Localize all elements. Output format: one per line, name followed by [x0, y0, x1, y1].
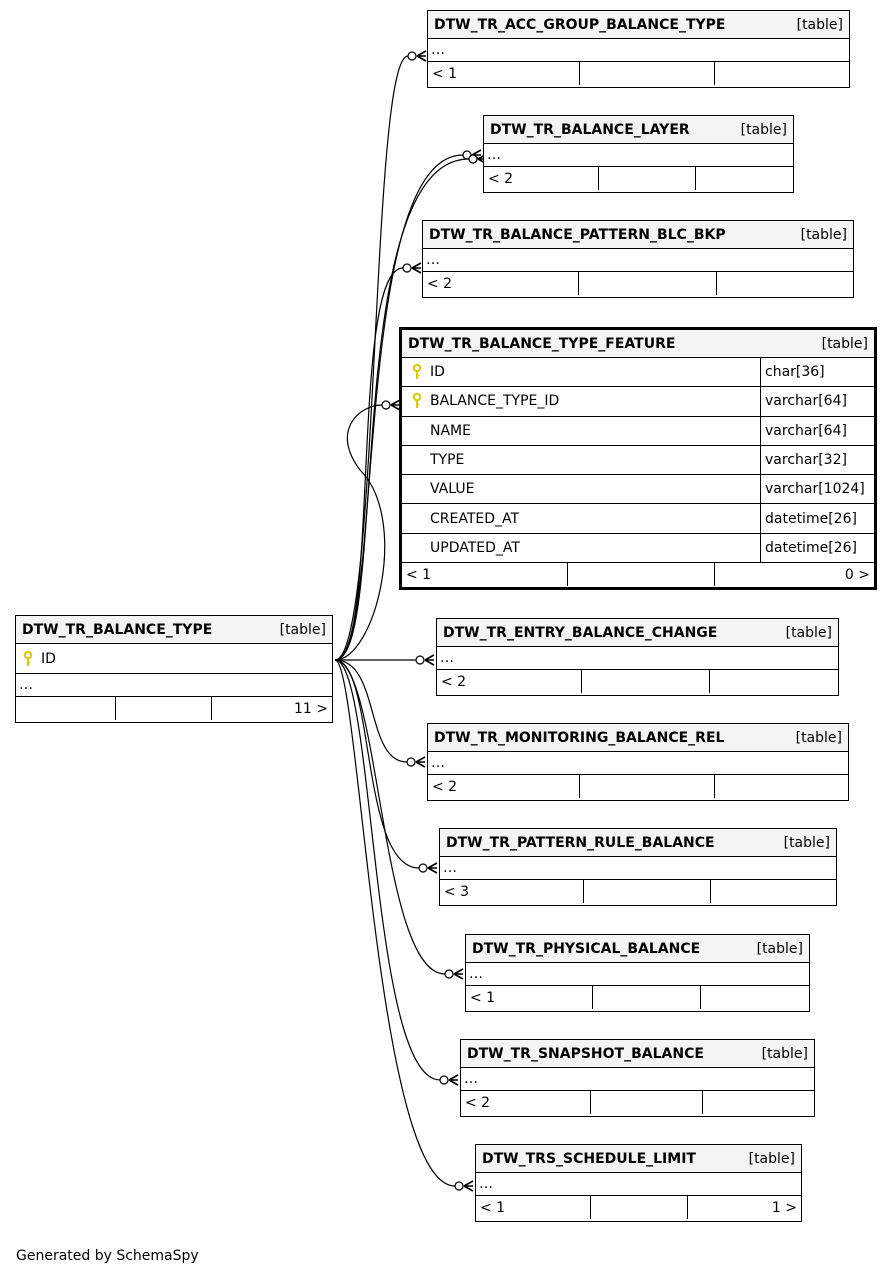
column-type: varchar[32] — [765, 452, 847, 469]
column-type: char[36] — [765, 364, 825, 381]
table-header — [476, 1145, 801, 1173]
column-row[interactable] — [402, 417, 874, 446]
relationship-edge — [335, 268, 403, 660]
children-count — [715, 62, 849, 85]
parents-count: < 2 — [437, 670, 582, 693]
children-count — [717, 272, 853, 295]
children-count — [711, 880, 836, 903]
table-header — [402, 330, 874, 358]
column-name: NAME — [430, 422, 471, 439]
table-type-label: [table] — [761, 1045, 808, 1062]
many-cardinality-marker — [464, 1181, 473, 1191]
column-row[interactable] — [402, 446, 874, 475]
children-count — [703, 1091, 814, 1114]
column-row[interactable] — [402, 504, 874, 533]
footer-blank — [16, 697, 116, 720]
table-type-label: [table] — [795, 729, 842, 746]
table-footer — [466, 986, 809, 1009]
footer-blank — [580, 775, 715, 798]
zero-cardinality-marker — [382, 401, 390, 409]
table-name: DTW_TR_BALANCE_TYPE_FEATURE — [408, 335, 676, 352]
column-name: VALUE — [430, 481, 475, 498]
columns-ellipsis: … — [484, 144, 793, 167]
many-cardinality-marker — [416, 757, 425, 767]
many-cardinality-marker — [412, 263, 421, 273]
zero-cardinality-marker — [469, 155, 477, 163]
column-name: CREATED_AT — [430, 510, 520, 527]
zero-cardinality-marker — [445, 970, 453, 978]
zero-cardinality-marker — [416, 656, 424, 664]
table-name: DTW_TR_MONITORING_BALANCE_REL — [434, 729, 725, 746]
relationship-edge — [335, 660, 445, 974]
column-type: varchar[1024] — [765, 481, 865, 498]
columns-ellipsis: … — [476, 1173, 801, 1196]
column-name-cell — [402, 446, 761, 474]
zero-cardinality-marker — [407, 758, 415, 766]
many-cardinality-marker — [417, 51, 426, 61]
column-type: varchar[64] — [765, 393, 847, 410]
column-name-cell — [402, 504, 761, 532]
table-footer — [16, 697, 332, 720]
table-balance-pattern-blc-bkp[interactable] — [422, 220, 854, 298]
parents-count: < 1 — [402, 563, 568, 586]
key-icon — [408, 392, 426, 410]
table-balance-type-feature[interactable] — [399, 327, 877, 590]
table-header — [466, 935, 809, 963]
column-name-cell — [402, 475, 761, 503]
table-balance-type[interactable] — [15, 615, 333, 723]
footer-blank — [582, 670, 710, 693]
table-header — [423, 221, 853, 249]
table-footer — [440, 880, 836, 903]
generator-credit: Generated by SchemaSpy — [16, 1248, 199, 1264]
zero-cardinality-marker — [455, 1182, 463, 1190]
column-name-cell — [402, 417, 761, 445]
table-snapshot-balance[interactable] — [460, 1039, 815, 1117]
table-header — [428, 724, 848, 752]
footer-blank — [584, 880, 711, 903]
footer-blank — [116, 697, 212, 720]
table-header — [437, 619, 838, 647]
columns-ellipsis: … — [466, 963, 809, 986]
many-cardinality-marker — [449, 1075, 458, 1085]
table-physical-balance[interactable] — [465, 934, 810, 1012]
table-type-label: [table] — [756, 940, 803, 957]
table-type-label: [table] — [796, 16, 843, 33]
table-type-label: [table] — [800, 226, 847, 243]
table-header — [484, 116, 793, 144]
table-type-label: [table] — [740, 121, 787, 138]
columns-ellipsis: … — [461, 1068, 814, 1091]
relationship-edge — [335, 405, 385, 660]
footer-blank — [580, 62, 715, 85]
children-count: 0 > — [844, 566, 870, 583]
table-header — [440, 829, 836, 857]
zero-cardinality-marker — [419, 864, 427, 872]
table-name: DTW_TR_SNAPSHOT_BALANCE — [467, 1045, 704, 1062]
column-name-cell — [402, 534, 761, 562]
columns-ellipsis: … — [16, 674, 332, 697]
footer-blank — [591, 1091, 703, 1114]
footer-blank — [568, 563, 715, 586]
children-count — [701, 986, 809, 1009]
column-name: BALANCE_TYPE_ID — [430, 393, 560, 410]
parents-count: < 1 — [428, 62, 580, 85]
table-type-label: [table] — [748, 1150, 795, 1167]
key-icon — [19, 650, 37, 668]
table-footer — [428, 62, 849, 85]
column-row[interactable] — [402, 475, 874, 504]
parents-count: < 2 — [428, 775, 580, 798]
table-acc-group-balance-type[interactable] — [427, 10, 850, 88]
table-type-label: [table] — [821, 335, 868, 352]
children-count — [696, 167, 793, 190]
column-name: ID — [41, 650, 56, 667]
table-header — [428, 11, 849, 39]
column-name-cell — [402, 358, 761, 386]
table-entry-balance-change[interactable] — [436, 618, 839, 696]
key-icon — [408, 363, 426, 381]
footer-blank — [579, 272, 717, 295]
table-trs-schedule-limit[interactable] — [475, 1144, 802, 1222]
relationship-edge — [335, 660, 419, 868]
footer-blank — [599, 167, 696, 190]
column-name: ID — [430, 364, 445, 381]
children-count — [715, 775, 848, 798]
table-name: DTW_TR_ENTRY_BALANCE_CHANGE — [443, 624, 718, 641]
table-name: DTW_TRS_SCHEDULE_LIMIT — [482, 1150, 696, 1167]
table-pattern-rule-balance[interactable] — [439, 828, 837, 906]
table-footer — [402, 563, 874, 586]
column-type: datetime[26] — [765, 539, 857, 556]
zero-cardinality-marker — [403, 264, 411, 272]
many-cardinality-marker — [428, 863, 437, 873]
table-name: DTW_TR_BALANCE_PATTERN_BLC_BKP — [429, 226, 726, 243]
table-name: DTW_TR_BALANCE_TYPE — [22, 621, 213, 638]
column-row[interactable] — [402, 534, 874, 563]
columns-ellipsis: … — [428, 752, 848, 775]
table-header — [461, 1040, 814, 1068]
relationship-edge — [335, 660, 407, 762]
columns-ellipsis: … — [423, 249, 853, 272]
table-monitoring-balance-rel[interactable] — [427, 723, 849, 801]
parents-count: < 2 — [484, 167, 599, 190]
columns-ellipsis: … — [440, 857, 836, 880]
columns-ellipsis: … — [428, 39, 849, 62]
many-cardinality-marker — [454, 969, 463, 979]
table-footer — [428, 775, 848, 798]
column-name: UPDATED_AT — [430, 539, 520, 556]
table-name: DTW_TR_BALANCE_LAYER — [490, 121, 690, 138]
zero-cardinality-marker — [408, 52, 416, 60]
many-cardinality-marker — [425, 655, 434, 665]
parents-count: < 2 — [461, 1091, 591, 1114]
table-type-label: [table] — [279, 621, 326, 638]
column-row[interactable] — [402, 387, 874, 416]
table-footer — [423, 272, 853, 295]
table-name: DTW_TR_ACC_GROUP_BALANCE_TYPE — [434, 16, 726, 33]
footer-blank — [593, 986, 701, 1009]
parents-count: < 2 — [423, 272, 579, 295]
column-row[interactable] — [16, 644, 332, 674]
footer-blank — [591, 1196, 688, 1219]
table-name: DTW_TR_PHYSICAL_BALANCE — [472, 940, 701, 957]
column-name-cell — [402, 387, 761, 415]
column-type: varchar[64] — [765, 422, 847, 439]
table-balance-layer[interactable] — [483, 115, 794, 193]
table-type-label: [table] — [783, 834, 830, 851]
zero-cardinality-marker — [440, 1076, 448, 1084]
parents-count: < 1 — [466, 986, 593, 1009]
table-footer — [484, 167, 793, 190]
table-footer — [437, 670, 838, 693]
children-count: 11 > — [294, 700, 328, 717]
columns-ellipsis: … — [437, 647, 838, 670]
table-footer — [476, 1196, 801, 1219]
parents-count: < 1 — [476, 1196, 591, 1219]
column-row[interactable] — [402, 358, 874, 387]
table-header — [16, 616, 332, 644]
parents-count: < 3 — [440, 880, 584, 903]
children-count — [710, 670, 838, 693]
column-name: TYPE — [430, 452, 465, 469]
table-name: DTW_TR_PATTERN_RULE_BALANCE — [446, 834, 715, 851]
column-type: datetime[26] — [765, 510, 857, 527]
relationship-edge — [335, 56, 408, 660]
children-count: 1 > — [771, 1199, 797, 1216]
table-footer — [461, 1091, 814, 1114]
table-type-label: [table] — [785, 624, 832, 641]
